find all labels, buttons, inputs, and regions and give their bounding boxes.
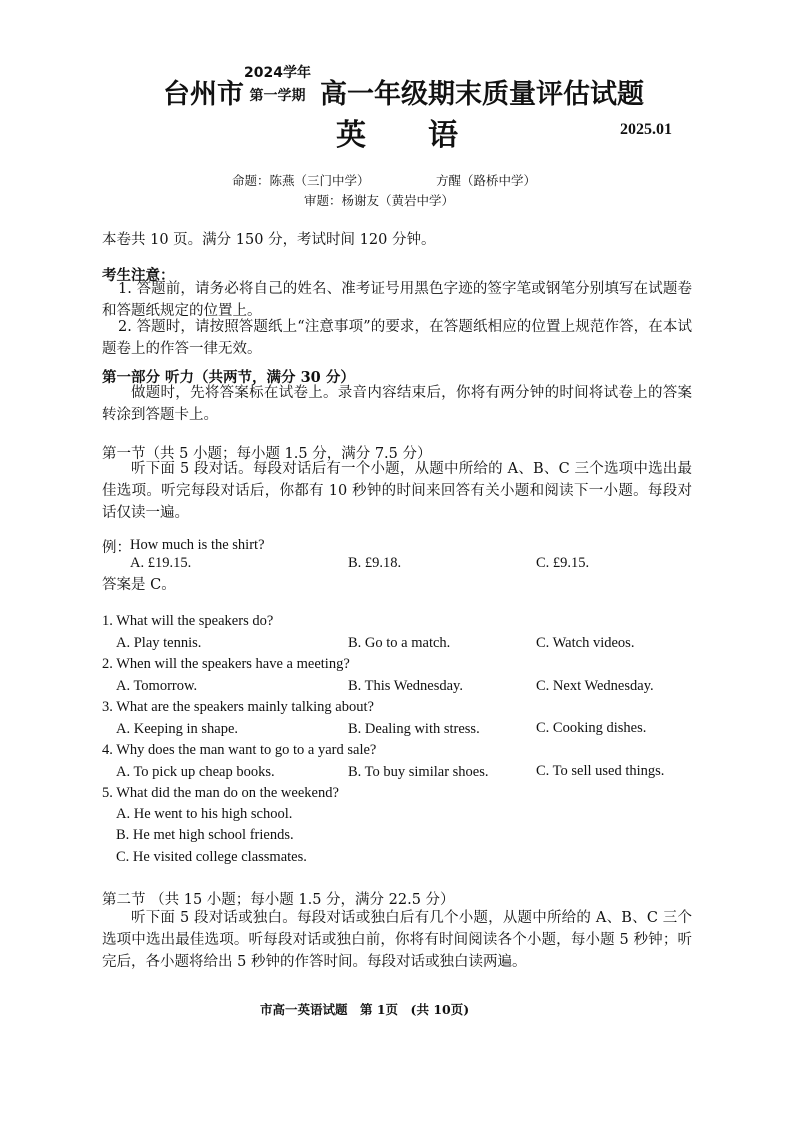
author-credit-2: 方醒（路桥中学）	[436, 173, 537, 188]
q3-option-b: B. Dealing with stress.	[348, 721, 480, 737]
q1-option-a: A. Play tennis.	[116, 635, 202, 651]
q5-option-a: A. He went to his high school.	[116, 806, 293, 822]
q1-option-b: B. Go to a match.	[348, 635, 451, 651]
school-year	[244, 62, 311, 108]
section2-heading: 第二节 （共 15 小题；每小题 1.5 分，满分 22.5 分）	[102, 892, 455, 908]
example-option-b: B. £9.18.	[348, 555, 402, 571]
question-4: 4. Why does the man want to go to a yard sale?	[102, 742, 377, 758]
part1-heading: 第一部分 听力（共两节，满分 30 分）	[102, 369, 355, 386]
q5-option-c: C. He visited college classmates.	[116, 849, 307, 865]
notice-heading: 考生注意：	[102, 267, 175, 284]
notice-item-2: 2. 答题时，请按照答题纸上“注意事项”的要求，在答题纸相应的位置上规范作答，在本试题卷上的作答一律无效。	[102, 319, 692, 357]
question-3: 3. What are the speakers mainly talking about?	[102, 699, 374, 715]
exam-title: 高一年级期末质量评估试题	[320, 79, 644, 110]
part1-instruction: 做题时，先将答案标在试卷上。录音内容结束后，你将有两分钟的时间将试卷上的答案转涂到答题卡上。	[102, 385, 692, 423]
subject-title: 英语	[336, 118, 520, 153]
section1-heading: 第一节（共 5 小题；每小题 1.5 分，满分 7.5 分）	[102, 446, 432, 462]
q2-option-c: C. Next Wednesday.	[536, 678, 654, 694]
question-2: 2. When will the speakers have a meeting?	[102, 656, 350, 672]
q2-option-a: A. Tomorrow.	[116, 678, 198, 694]
section2-instruction: 听下面 5 段对话或独白。每段对话或独白后有几个小题，从题中所给的 A、B、C 三个选项中选出最佳选项。听每段对话或独白前，你将有时间阅读各个小题，每小题 5 秒钟；听完后，各小题将给出 5 秒钟的作答时间。每段对话或独白读两遍。	[102, 910, 692, 970]
q4-option-a: A. To pick up cheap books.	[116, 764, 275, 780]
q4-option-c: C. To sell used things.	[536, 763, 665, 779]
q3-option-a: A. Keeping in shape.	[116, 721, 239, 737]
example-option-c: C. £9.15.	[536, 555, 590, 571]
exam-intro: 本卷共 10 页。满分 150 分，考试时间 120 分钟。	[102, 232, 436, 248]
example-question: How much is the shirt?	[130, 537, 265, 553]
school-year-line1: 2024学年	[244, 65, 311, 81]
q2-option-b: B. This Wednesday.	[348, 678, 463, 694]
q4-option-b: B. To buy similar shoes.	[348, 764, 489, 780]
example-prefix: 例：	[102, 540, 131, 556]
example-option-a: A. £19.15.	[130, 555, 192, 571]
q3-option-c: C. Cooking dishes.	[536, 720, 647, 736]
exam-date: 2025.01	[620, 121, 672, 138]
exam-city: 台州市	[163, 79, 244, 110]
q5-option-b: B. He met high school friends.	[116, 827, 294, 843]
school-year-line2: 第一学期	[249, 88, 306, 104]
question-5: 5. What did the man do on the weekend?	[102, 785, 339, 801]
section1-instruction: 听下面 5 段对话。每段对话后有一个小题，从题中所给的 A、B、C 三个选项中选出最佳选项。听完每段对话后，你都有 10 秒钟的时间来回答有关小题和阅读下一小题。每段对话仅读一遍。	[102, 461, 692, 521]
author-credit-1: 命题：陈燕（三门中学）	[232, 173, 370, 188]
reviewer-credit: 审题：杨谢友（黄岩中学）	[304, 193, 455, 208]
q1-option-c: C. Watch videos.	[536, 635, 635, 651]
example-answer: 答案是 C。	[102, 577, 176, 593]
page-footer: 市高一英语试题 第 1页 (共 10页)	[260, 1002, 470, 1017]
notice-item-1: 1. 答题前，请务必将自己的姓名、准考证号用黑色字迹的签字笔或钢笔分别填写在试题卷和答题纸规定的位置上。	[102, 281, 692, 319]
question-1: 1. What will the speakers do?	[102, 613, 274, 629]
